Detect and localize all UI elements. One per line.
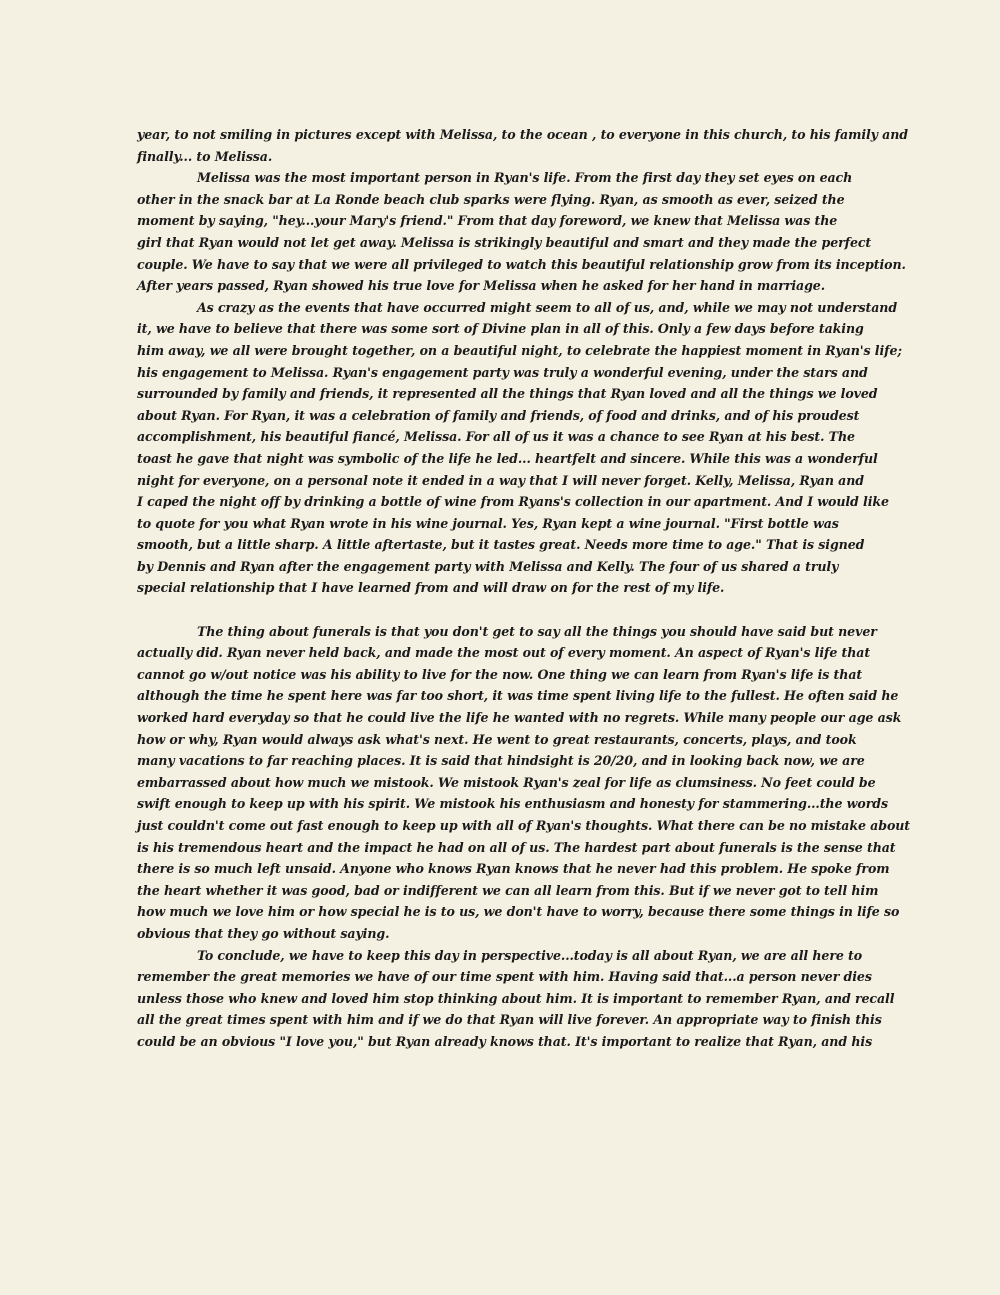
text-line: obvious that they go without saying. xyxy=(137,925,390,941)
paragraph xyxy=(137,945,895,1053)
paragraph-gap xyxy=(137,599,853,621)
text-line: many vacations to far reaching places. It is said that hindsight is 20/20, and in looking back now, we are xyxy=(137,753,865,769)
text-line: all the great times spent with him and if we do that Ryan will live forever. An appropriate way to finish this xyxy=(137,1012,882,1028)
text-line: Melissa was the most important person in Ryan's life. From the first day they set eyes on each xyxy=(197,170,853,186)
text-line: embarrassed about how much we mistook. We mistook Ryan's zeal for life as clumsiness. No feet could be xyxy=(137,774,876,790)
text-line: is his tremendous heart and the impact he had on all of us. The hardest part about funerals is the sense that xyxy=(137,839,896,855)
text-line: unless those who knew and loved him stop thinking about him. It is important to remember Ryan, and recall xyxy=(137,990,895,1006)
text-line: couple. We have to say that we were all privileged to watch this beautiful relationship grow from its inception. xyxy=(137,256,906,272)
text-line: could be an obvious "I love you," but Ryan already knows that. It's important to realize that Ryan, and his xyxy=(137,1033,873,1049)
paragraph xyxy=(137,621,911,945)
text-line: his engagement to Melissa. Ryan's engagement party was truly a wonderful evening, under the stars and xyxy=(137,364,868,380)
paragraph xyxy=(137,167,906,297)
text-line: finally... to Melissa. xyxy=(137,148,273,164)
text-line: although the time he spent here was far too short, it was time spent living life to the fullest. He often said he xyxy=(137,688,899,704)
paragraph xyxy=(137,297,902,599)
text-line: it, we have to believe that there was some sort of Divine plan in all of this. Only a few days before taking xyxy=(137,321,864,337)
text-line: The thing about funerals is that you don't get to say all the things you should have said but never xyxy=(197,623,877,639)
text-line: cannot go w/out notice was his ability to live for the now. One thing we can learn from Ryan's life is that xyxy=(137,666,863,682)
text-line: toast he gave that night was symbolic of the life he led... heartfelt and sincere. While this was a wonderful xyxy=(137,450,878,466)
text-line: night for everyone, on a personal note it ended in a way that I will never forget. Kelly, Melissa, Ryan and xyxy=(137,472,865,488)
text-line: how or why, Ryan would always ask what's next. He went to great restaurants, concerts, plays, and took xyxy=(137,731,857,747)
text-line: about Ryan. For Ryan, it was a celebration of family and friends, of food and drinks, and of his proudest xyxy=(137,407,860,423)
text-line: how much we love him or how special he is to us, we don't have to worry, because there some things in life so xyxy=(137,904,900,920)
text-line: to quote for you what Ryan wrote in his wine journal. Yes, Ryan kept a wine journal. "First bottle was xyxy=(137,515,839,531)
text-line: remember the great memories we have of our time spent with him. Having said that...a person never dies xyxy=(137,969,872,985)
text-line: him away, we all were brought together, on a beautiful night, to celebrate the happiest moment in Ryan's life; xyxy=(137,342,902,358)
text-line: accomplishment, his beautiful fiancé, Melissa. For all of us it was a chance to see Ryan at his best. The xyxy=(137,429,855,445)
text-line: the heart whether it was good, bad or indifferent we can all learn from this. But if we never got to tell him xyxy=(137,882,879,898)
text-line: by Dennis and Ryan after the engagement party with Melissa and Kelly. The four of us shared a truly xyxy=(137,558,839,574)
text-line: year, to not smiling in pictures except with Melissa, to the ocean , to everyone in this church, to his family and xyxy=(137,127,909,142)
text-line: surrounded by family and friends, it represented all the things that Ryan loved and all the things we loved xyxy=(137,386,878,402)
text-line: girl that Ryan would not let get away. Melissa is strikingly beautiful and smart and they made the perfect xyxy=(137,234,872,250)
text-line: moment by saying, "hey...your Mary's friend." From that day foreword, we knew that Melissa was the xyxy=(137,213,838,229)
text-line: special relationship that I have learned from and will draw on for the rest of my life. xyxy=(137,580,725,596)
text-line: worked hard everyday so that he could live the life he wanted with no regrets. While many people our age ask xyxy=(137,710,902,726)
text-line: just couldn't come out fast enough to keep up with all of Ryan's thoughts. What there can be no mistake about xyxy=(137,818,911,833)
eulogy-text xyxy=(137,124,911,1053)
text-line: I caped the night off by drinking a bottle of wine from Ryans's collection in our apartment. And I would like xyxy=(137,494,889,510)
paragraph xyxy=(137,124,909,167)
text-line: After years passed, Ryan showed his true love for Melissa when he asked for her hand in marriage. xyxy=(137,278,826,294)
text-line: To conclude, we have to keep this day in perspective...today is all about Ryan, we are all here to xyxy=(197,947,863,963)
text-line: As crazy as the events that have occurred might seem to all of us, and, while we may not understand xyxy=(197,299,898,315)
text-line: swift enough to keep up with his spirit. We mistook his enthusiasm and honesty for stammering...the words xyxy=(137,796,888,812)
text-line: actually did. Ryan never held back, and made the most out of every moment. An aspect of Ryan's life that xyxy=(137,645,871,661)
text-line: other in the snack bar at La Ronde beach club sparks were flying. Ryan, as smooth as ever, seized the xyxy=(137,191,845,207)
text-line: smooth, but a little sharp. A little aftertaste, but it tastes great. Needs more time to age." That is signed xyxy=(137,537,865,553)
text-line: there is so much left unsaid. Anyone who knows Ryan knows that he never had this problem. He spoke from xyxy=(137,861,890,877)
